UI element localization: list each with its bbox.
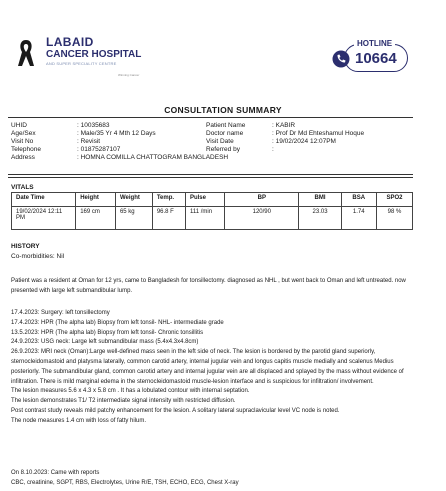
doctor-name-value: : Prof Dr Md Ehteshamul Hoque bbox=[272, 130, 365, 137]
brand-name: LABAID bbox=[46, 35, 94, 49]
divider bbox=[8, 174, 413, 175]
info-label: Age/Sex bbox=[11, 130, 36, 137]
tests-line: CBC, creatinine, SGPT, RBS, Electrolytes, Urine R/E, TSH, ECHO, ECG, Chest X-ray bbox=[11, 479, 239, 486]
timeline-entry: 26.9.2023: MRI neck (Oman):Large well-defined mass seen in the left side of neck. The lesion is bordered by the parotid gland superiorly, sternocleidomastoid and platysma laterally, common carotid artery, internal jugular vein and longus capitis muscle medially and scalenus Medius posteriorly. The submandibular gland, common carotid artery and internal jugular vein are all displaced and splayed by the mass without evidence of infiltration. There is mild marginal edema in the sternocleidomastoid muscle-lesion interface and is suspicious for infiltration/ involvement. bbox=[11, 349, 404, 385]
referred-by-value: : bbox=[272, 146, 274, 153]
phone-icon bbox=[332, 50, 350, 68]
uhid-value: : 10035683 bbox=[77, 122, 110, 129]
history-timeline bbox=[11, 309, 413, 427]
timeline-entry: The lesion demonstrates T1/ T2 intermediate signal intensity with restricted diffusion. bbox=[11, 398, 236, 405]
timeline-entry: 17.4.2023: Surgery: left tonsillectomy bbox=[11, 310, 110, 316]
vitals-bsa: 1.74 bbox=[341, 207, 376, 230]
column-header: SPO2 bbox=[376, 193, 412, 207]
history-summary-text: Patient was a resident at Oman for 12 yrs, came to Bangladesh for tonsillectomy. diagnosed as NHL , but went back to Oman and left untreated. now presented with large left submandibular lump. bbox=[11, 278, 406, 294]
vitals-datetime: 19/02/2024 12:11 PM bbox=[12, 207, 76, 230]
vitals-temp: 96.8 F bbox=[152, 207, 185, 230]
column-header: BMI bbox=[299, 193, 341, 207]
info-labels-left bbox=[11, 122, 41, 162]
ribbon-icon bbox=[16, 38, 36, 68]
vitals-weight: 65 kg bbox=[115, 207, 152, 230]
table-row bbox=[12, 207, 413, 230]
hotline-badge bbox=[332, 39, 408, 72]
timeline-entry: 24.9.2023: USG neck: Large left submandibular mass (5.4x4.3x4.8cm) bbox=[11, 339, 199, 346]
timeline-entry: 17.4.2023: HPR (The alpha lab) Biopsy from left tonsil- NHL- intermediate grade bbox=[11, 319, 224, 326]
info-label: Patient Name bbox=[206, 122, 246, 129]
comorbidities-text: Co-morbidities: Nil bbox=[11, 253, 65, 260]
brand-tagline-line: AND SUPER SPECIALITY CENTRE bbox=[46, 61, 117, 66]
timeline-entry: The lesion measures 5.6 x 4.3 x 5.8 cm . It has a lobulated contour with internal septation. bbox=[11, 388, 250, 395]
info-label: Doctor name bbox=[206, 130, 244, 137]
info-label: Visit No bbox=[11, 138, 34, 145]
divider bbox=[8, 117, 413, 118]
brand-subtitle: CANCER HOSPITAL bbox=[46, 49, 142, 60]
column-header: Height bbox=[76, 193, 116, 207]
brand-slogan: Winning Cancer bbox=[118, 73, 140, 77]
patient-name-value: : KABIR bbox=[272, 122, 296, 129]
vitals-heading: VITALS bbox=[11, 184, 34, 191]
divider bbox=[8, 177, 413, 178]
hotline-label: HOTLINE bbox=[354, 39, 395, 48]
column-header: BSA bbox=[341, 193, 376, 207]
hotline-number: 10664 bbox=[355, 50, 397, 67]
hospital-brand bbox=[46, 36, 141, 67]
info-values-right bbox=[272, 122, 364, 154]
vitals-spo2: 98 % bbox=[376, 207, 412, 230]
column-header: Weight bbox=[115, 193, 152, 207]
visit-date-value: : 19/02/2024 12:07PM bbox=[272, 138, 336, 145]
vitals-table bbox=[11, 192, 413, 230]
timeline-entry: 13.5.2023: HPR (The alpha lab) Biopsy from left tonsil- Chronic tonsillitis bbox=[11, 329, 204, 336]
info-label: Address bbox=[11, 154, 35, 161]
telephone-value: : 01875287107 bbox=[77, 146, 121, 153]
info-label: Referred by bbox=[206, 146, 240, 153]
vitals-bp: 120/90 bbox=[225, 207, 299, 230]
column-header: BP bbox=[225, 193, 299, 207]
timeline-entry: The node measures 1.4 cm with loss of fatty hilum. bbox=[11, 417, 147, 424]
vitals-pulse: 111 /min bbox=[185, 207, 224, 230]
info-labels-right bbox=[206, 122, 245, 154]
reports-section bbox=[11, 469, 413, 489]
column-header: Date Time bbox=[12, 193, 76, 207]
info-label: UHID bbox=[11, 122, 27, 129]
address-value: : HOMNA COMILLA CHATTOGRAM BANGLADESH bbox=[77, 154, 229, 161]
reports-line: On 8.10.2023: Came with reports bbox=[11, 470, 100, 476]
visit-no-value: : Revisit bbox=[77, 138, 101, 145]
age-sex-value: : Male/35 Yr 4 Mth 12 Days bbox=[77, 130, 156, 137]
table-header-row bbox=[12, 193, 413, 207]
column-header: Temp. bbox=[152, 193, 185, 207]
vitals-height: 169 cm bbox=[76, 207, 116, 230]
info-label: Visit Date bbox=[206, 138, 234, 145]
column-header: Pulse bbox=[185, 193, 224, 207]
timeline-entry: Post contrast study reveals mild patchy enhancement for the lesion. A solitary lateral supraclavicular level VC node is noted. bbox=[11, 407, 340, 414]
history-summary bbox=[11, 277, 413, 297]
page-title: CONSULTATION SUMMARY bbox=[164, 105, 282, 115]
history-heading: HISTORY bbox=[11, 243, 40, 250]
info-label: Telephone bbox=[11, 146, 41, 153]
vitals-bmi: 23.03 bbox=[299, 207, 341, 230]
